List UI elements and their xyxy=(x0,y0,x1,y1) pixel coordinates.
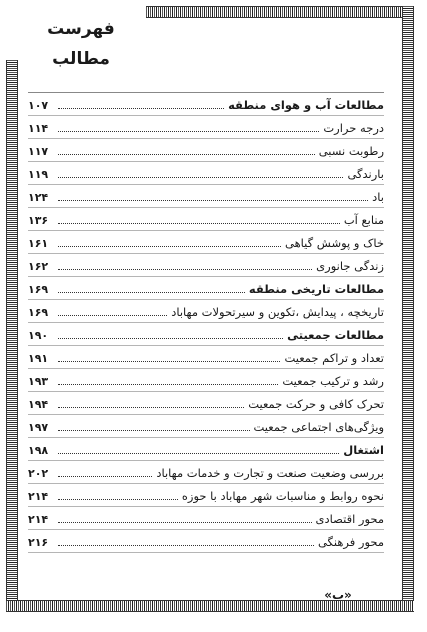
toc-entry xyxy=(28,116,384,139)
dot-leader xyxy=(58,223,340,224)
table-of-contents xyxy=(28,92,384,553)
toc-entry xyxy=(28,484,384,507)
toc-entry xyxy=(28,415,384,438)
toc-entry-page: ۱۹۳ xyxy=(28,375,49,388)
toc-entry xyxy=(28,185,384,208)
toc-entry-title: اشتغال xyxy=(343,443,384,457)
toc-entry-title: رطوبت نسبی xyxy=(318,144,384,158)
toc-entry-page: ۱۱۴ xyxy=(28,122,49,135)
toc-entry-page: ۱۹۴ xyxy=(28,398,49,411)
toc-entry-page: ۲۱۴ xyxy=(28,513,49,526)
toc-entry-page: ۱۶۱ xyxy=(28,237,49,250)
dot-leader xyxy=(58,522,312,523)
toc-entry xyxy=(28,346,384,369)
toc-entry-page: ۱۰۷ xyxy=(28,99,49,112)
toc-entry-title: زندگی جانوری xyxy=(316,259,384,273)
dot-leader xyxy=(58,430,250,431)
toc-entry-page: ۲۰۲ xyxy=(28,467,49,480)
toc-entry xyxy=(28,323,384,346)
toc-entry-title: خاک و پوشش گیاهی xyxy=(285,236,384,250)
dot-leader xyxy=(58,177,343,178)
toc-entry-page: ۱۹۸ xyxy=(28,444,49,457)
dot-leader xyxy=(58,407,244,408)
dot-leader xyxy=(58,292,245,293)
dot-leader xyxy=(58,338,283,339)
toc-entry xyxy=(28,438,384,461)
dot-leader xyxy=(58,499,178,500)
toc-entry-page: ۱۶۹ xyxy=(28,306,49,319)
page-number: «ب» xyxy=(324,588,352,602)
toc-entry xyxy=(28,208,384,231)
toc-entry-title: مطالعات تاریخی منطقه xyxy=(248,282,384,296)
toc-entry xyxy=(28,530,384,553)
toc-entry-title: نحوه روابط و مناسبات شهر مهاباد با حوزه xyxy=(181,489,384,503)
decorative-border-left xyxy=(6,60,18,610)
dot-leader xyxy=(58,131,319,132)
toc-entry-title: درجه حرارت xyxy=(323,121,384,135)
dot-leader xyxy=(58,476,152,477)
toc-entry-title: بررسی وضعیت صنعت و تجارت و خدمات مهاباد xyxy=(156,466,384,480)
toc-entry-page: ۲۱۴ xyxy=(28,490,49,503)
toc-entry-page: ۱۳۶ xyxy=(28,214,49,227)
decorative-border-top xyxy=(146,6,414,18)
toc-entry-title: مطالعات جمعیتی xyxy=(287,328,384,342)
toc-entry-title: بارندگی xyxy=(347,167,384,181)
toc-entry-page: ۱۹۷ xyxy=(28,421,49,434)
toc-entry-title: تحرک کافی و حرکت جمعیت xyxy=(248,397,384,411)
dot-leader xyxy=(58,384,278,385)
toc-entry-page: ۱۲۴ xyxy=(28,191,49,204)
toc-entry-page: ۱۱۹ xyxy=(28,168,49,181)
toc-entry-title: ویژگی‌های اجتماعی جمعیت xyxy=(253,420,384,434)
toc-entry-page: ۱۹۰ xyxy=(28,329,49,342)
toc-entry-page: ۲۱۶ xyxy=(28,536,49,549)
page-title: فهرست مطالب xyxy=(47,19,115,69)
toc-entry-page: ۱۶۹ xyxy=(28,283,49,296)
toc-entry xyxy=(28,277,384,300)
toc-entry-title: تاریخچه ، پیدایش ،تکوین و سیرتحولات مهاباد xyxy=(171,305,384,319)
dot-leader xyxy=(58,246,281,247)
toc-entry-title: رشد و ترکیب جمعیت xyxy=(282,374,384,388)
toc-entry xyxy=(28,139,384,162)
toc-entry-title: تعداد و تراکم جمعیت xyxy=(284,351,384,365)
toc-entry xyxy=(28,392,384,415)
toc-entry-title: محور اقتصادی xyxy=(315,512,384,526)
toc-entry xyxy=(28,369,384,392)
dot-leader xyxy=(58,453,339,454)
toc-entry-page: ۱۶۲ xyxy=(28,260,49,273)
toc-entry xyxy=(28,254,384,277)
dot-leader xyxy=(58,545,314,546)
toc-entry-title: مطالعات آب و هوای منطقه xyxy=(228,98,384,112)
dot-leader xyxy=(58,200,368,201)
decorative-border-right xyxy=(402,6,414,610)
toc-entry-title: باد xyxy=(372,190,384,204)
toc-entry xyxy=(28,162,384,185)
toc-entry-title: محور فرهنگی xyxy=(317,535,384,549)
dot-leader xyxy=(58,361,280,362)
toc-entry-page: ۱۹۱ xyxy=(28,352,49,365)
dot-leader xyxy=(58,315,167,316)
dot-leader xyxy=(58,269,312,270)
toc-entry-page: ۱۱۷ xyxy=(28,145,49,158)
toc-entry xyxy=(28,231,384,254)
dot-leader xyxy=(58,108,224,109)
toc-entry xyxy=(28,300,384,323)
toc-entry xyxy=(28,93,384,116)
toc-entry xyxy=(28,507,384,530)
toc-entry-title: منابع آب xyxy=(343,213,384,227)
dot-leader xyxy=(58,154,315,155)
toc-entry xyxy=(28,461,384,484)
